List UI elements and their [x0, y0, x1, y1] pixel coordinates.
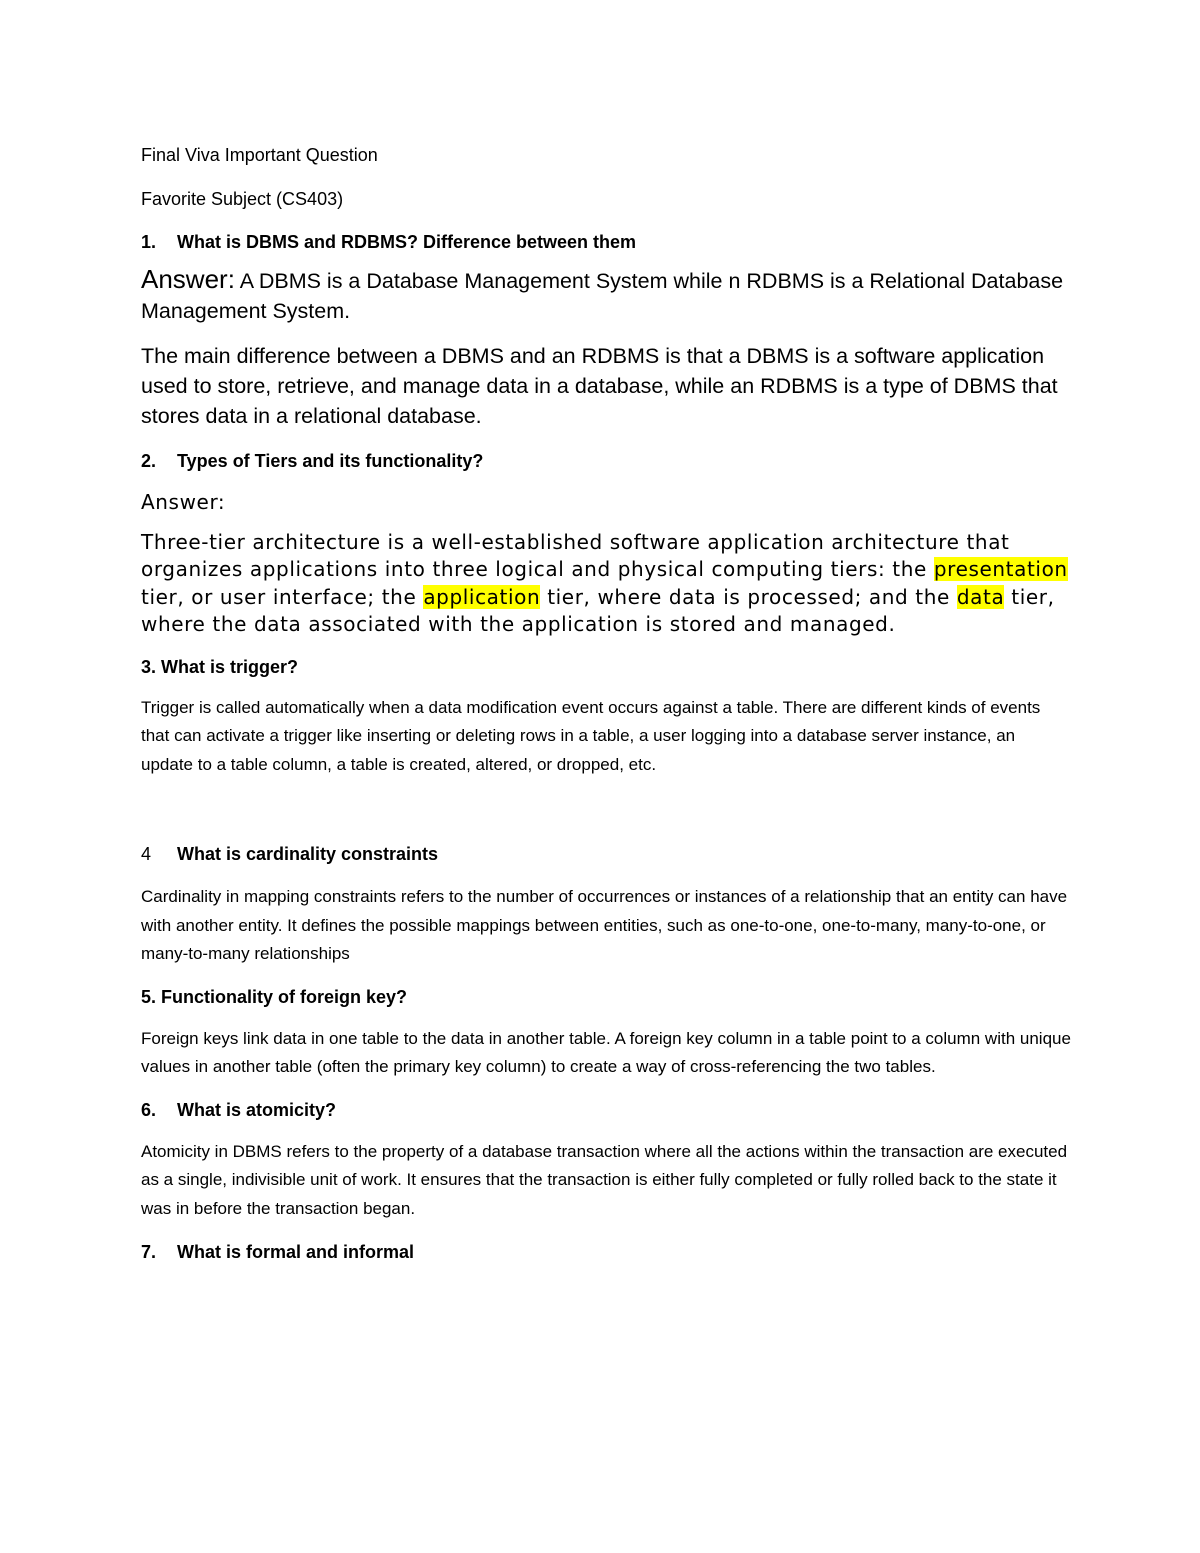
question-5-title: 5. Functionality of foreign key? [141, 986, 408, 1007]
question-7 [107, 1240, 1071, 1264]
document-body [141, 143, 1071, 1264]
answer-1-text: A DBMS is a Database Management System while n RDBMS is a Relational Database Management System. [141, 269, 1064, 323]
answer-1-label: Answer: [141, 264, 235, 294]
question-2-number: 2. [141, 451, 157, 471]
highlight-application: application [423, 584, 541, 609]
question-6-number: 6. [141, 1099, 157, 1120]
answer-4-text: Cardinality in mapping constraints refers to the number of occurrences or instances of a relationship that an entity can have with another entity. It defines the possible mappings between entities, such as one-to-one, one-to-many, many-to-one, or many-to-many relationships [141, 887, 1068, 963]
answer-2-text-b: tier, or user interface; the [141, 584, 424, 609]
doc-title-line: Final Viva Important Question [141, 145, 378, 165]
answer-1-para-1 [141, 264, 1071, 326]
question-4-title: What is cardinality constraints [177, 844, 439, 864]
answer-5-text: Foreign keys link data in one table to the data in another table. A foreign key column in a table point to a column with unique values in another table (often the primary key column) to create a way of cross-referencing the two tables. [141, 1028, 1071, 1076]
question-4-number: 4 [141, 844, 152, 864]
highlight-presentation: presentation [933, 557, 1068, 581]
answer-2-label: Answer: [141, 490, 226, 514]
doc-subject-line: Favorite Subject (CS403) [141, 189, 344, 209]
question-2-title: Types of Tiers and its functionality? [177, 451, 484, 471]
answer-6-text: Atomicity in DBMS refers to the property of a database transaction where all the actions within the transaction are executed as a single, indivisible unit of work. It ensures that the transaction is either fully completed or fully rolled back to the state it was in before the transaction began. [141, 1141, 1068, 1218]
question-3-title: 3. What is trigger? [141, 656, 299, 677]
question-7-number: 7. [141, 1242, 157, 1262]
answer-2-text-a: Three-tier architecture is a well-established software application architecture that organizes applications into three logical and physical computing tiers: the [141, 529, 1010, 581]
question-6 [107, 1098, 1071, 1122]
highlight-data: data [956, 584, 1005, 609]
answer-1-para-2: The main difference between a DBMS and an RDBMS is that a DBMS is a software application used to store, retrieve, and manage data in a database, while an RDBMS is a type of DBMS that stores data in a relational database. [141, 344, 1058, 428]
question-6-title: What is atomicity? [177, 1099, 337, 1120]
answer-2-text-d: tier, where the data associated with the application is stored and managed. [141, 584, 1055, 636]
question-4 [107, 842, 1071, 866]
answer-2-text-c: tier, where data is processed; and the [540, 584, 957, 609]
question-1-number: 1. [141, 232, 157, 252]
answer-2-text [141, 529, 1071, 639]
answer-3-text: Trigger is called automatically when a data modification event occurs against a table. There are different kinds of events that can activate a trigger like inserting or deleting rows in a table, a user logging into a database server instance, an update to a table column, a table is created, altered, or dropped, etc. [141, 697, 1041, 774]
question-1-title: What is DBMS and RDBMS? Difference between them [177, 232, 637, 252]
question-2 [107, 449, 1071, 473]
question-1 [107, 230, 1071, 254]
question-7-title: What is formal and informal [177, 1242, 415, 1262]
